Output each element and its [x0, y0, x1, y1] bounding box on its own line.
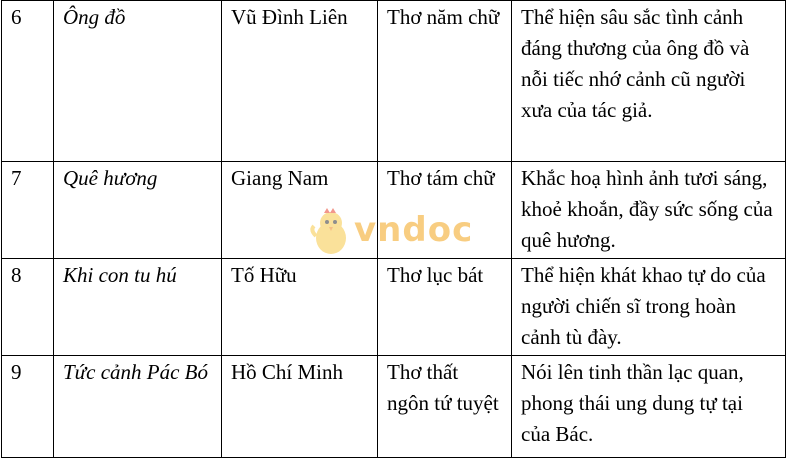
- author-name: Giang Nam: [222, 162, 378, 259]
- row-number: 9: [2, 356, 54, 458]
- watermark-text: vndoc: [354, 210, 474, 250]
- work-title: Ông đồ: [54, 1, 222, 162]
- row-number: 6: [2, 1, 54, 162]
- row-number: 7: [2, 162, 54, 259]
- author-name: Hồ Chí Minh: [222, 356, 378, 458]
- content-summary: Thể hiện sâu sắc tình cảnh đáng thương của ông đồ và nỗi tiếc nhớ cảnh cũ người xưa của tác giả.: [512, 1, 786, 162]
- poem-form: Thơ tám chữ: [378, 162, 512, 259]
- content-summary: Thể hiện khát khao tự do của người chiến sĩ trong hoàn cảnh tù đày.: [512, 259, 786, 356]
- poem-form: Thơ lục bát: [378, 259, 512, 356]
- table-row: [2, 356, 786, 458]
- poem-form: Thơ thất ngôn tứ tuyệt: [378, 356, 512, 458]
- table-row: [2, 162, 786, 259]
- author-name: Vũ Đình Liên: [222, 1, 378, 162]
- poem-form: Thơ năm chữ: [378, 1, 512, 162]
- table-row: [2, 259, 786, 356]
- work-title: Khi con tu hú: [54, 259, 222, 356]
- table-row: [2, 1, 786, 162]
- content-summary: Nói lên tinh thần lạc quan, phong thái ung dung tự tại của Bác.: [512, 356, 786, 458]
- literature-table: [1, 0, 786, 458]
- author-name: Tố Hữu: [222, 259, 378, 356]
- content-summary: Khắc hoạ hình ảnh tươi sáng, khoẻ khoắn, đầy sức sống của quê hương.: [512, 162, 786, 259]
- work-title: Quê hương: [54, 162, 222, 259]
- work-title: Tức cảnh Pác Bó: [54, 356, 222, 458]
- row-number: 8: [2, 259, 54, 356]
